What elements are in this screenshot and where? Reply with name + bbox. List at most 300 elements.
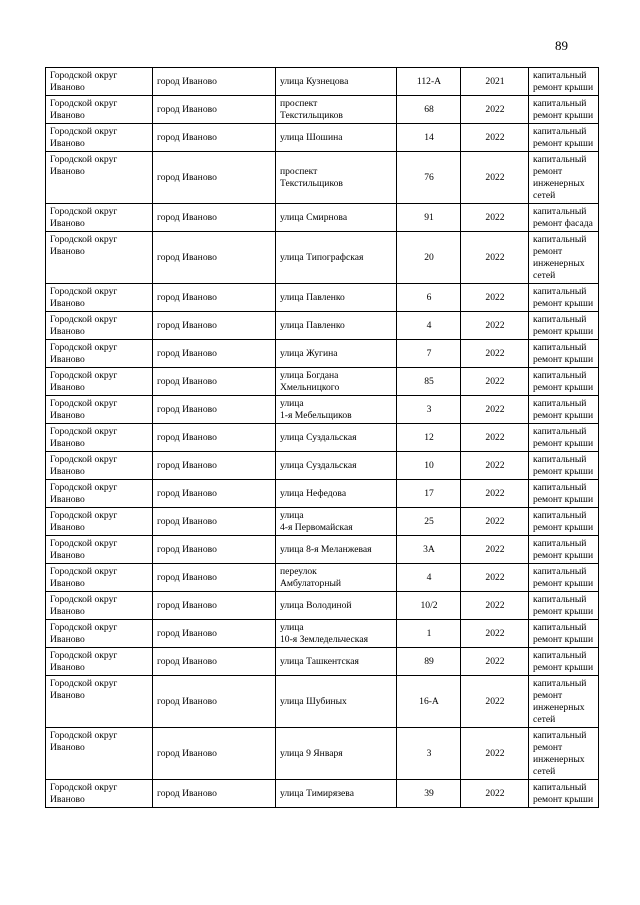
year-cell-text: 2022 [485, 460, 505, 471]
work-type-cell-text: капитальный ремонт крыши [533, 566, 594, 589]
street-cell-text: улица Тимирязева [280, 788, 354, 799]
work-type-cell [529, 424, 599, 452]
work-type-cell [529, 536, 599, 564]
municipality-cell-text: Городской округ Иваново [50, 622, 118, 645]
house-number-cell-text: 4 [426, 320, 432, 331]
table-row [46, 204, 599, 232]
year-cell [461, 152, 529, 204]
street-cell-text: улица Богдана Хмельницкого [280, 370, 340, 393]
municipality-cell-text: Городской округ Иваново [50, 342, 118, 365]
house-number-cell [397, 728, 461, 780]
municipality-cell-text: Городской округ Иваново [50, 782, 118, 805]
street-cell [276, 728, 397, 780]
settlement-cell [153, 312, 276, 340]
year-cell-text: 2021 [485, 76, 505, 87]
house-number-cell [397, 780, 461, 808]
work-type-cell [529, 124, 599, 152]
settlement-cell [153, 368, 276, 396]
work-type-cell-text: капитальный ремонт крыши [533, 314, 594, 337]
street-cell-text: проспект Текстильщиков [280, 166, 343, 189]
municipality-cell [46, 124, 153, 152]
year-cell-text: 2022 [485, 748, 505, 759]
work-type-cell [529, 368, 599, 396]
registry-table [45, 67, 599, 808]
year-cell-text: 2022 [485, 656, 505, 667]
year-cell [461, 648, 529, 676]
house-number-cell [397, 368, 461, 396]
house-number-cell-text: 85 [424, 376, 434, 387]
municipality-cell [46, 284, 153, 312]
municipality-cell [46, 452, 153, 480]
street-cell-text: улица Нефедова [280, 488, 347, 499]
street-cell [276, 676, 397, 728]
work-type-cell [529, 284, 599, 312]
municipality-cell [46, 480, 153, 508]
table-row [46, 648, 599, 676]
house-number-cell [397, 592, 461, 620]
settlement-cell [153, 536, 276, 564]
house-number-cell-text: 112-А [416, 76, 442, 87]
municipality-cell-text: Городской округ Иваново [50, 538, 118, 561]
work-type-cell [529, 648, 599, 676]
street-cell-text: улица Шошина [280, 132, 343, 143]
municipality-cell-text: Городской округ Иваново [50, 98, 118, 121]
settlement-cell-text: город Иваново [157, 172, 217, 183]
house-number-cell [397, 312, 461, 340]
municipality-cell [46, 96, 153, 124]
house-number-cell [397, 204, 461, 232]
settlement-cell [153, 232, 276, 284]
street-cell-text: улица Кузнецова [280, 76, 349, 87]
table-row [46, 780, 599, 808]
municipality-cell [46, 592, 153, 620]
house-number-cell [397, 152, 461, 204]
work-type-cell-text: капитальный ремонт крыши [533, 454, 594, 477]
year-cell [461, 728, 529, 780]
municipality-cell [46, 620, 153, 648]
year-cell [461, 396, 529, 424]
year-cell-text: 2022 [485, 572, 505, 583]
settlement-cell-text: город Иваново [157, 320, 217, 331]
year-cell [461, 124, 529, 152]
settlement-cell-text: город Иваново [157, 788, 217, 799]
settlement-cell-text: город Иваново [157, 292, 217, 303]
house-number-cell-text: 68 [424, 104, 434, 115]
year-cell [461, 68, 529, 96]
street-cell-text: улица Павленко [280, 320, 345, 331]
settlement-cell [153, 204, 276, 232]
year-cell-text: 2022 [485, 132, 505, 143]
settlement-cell-text: город Иваново [157, 104, 217, 115]
house-number-cell-text: 20 [424, 252, 434, 263]
settlement-cell-text: город Иваново [157, 132, 217, 143]
house-number-cell-text: 39 [424, 788, 434, 799]
municipality-cell-text: Городской округ Иваново [50, 678, 118, 701]
municipality-cell [46, 68, 153, 96]
street-cell-text: улица Типографская [280, 252, 364, 263]
street-cell [276, 152, 397, 204]
work-type-cell-text: капитальный ремонт фасада [533, 206, 593, 229]
house-number-cell [397, 676, 461, 728]
settlement-cell [153, 676, 276, 728]
house-number-cell [397, 508, 461, 536]
work-type-cell-text: капитальный ремонт крыши [533, 286, 594, 309]
street-cell-text: улица Шубиных [280, 696, 347, 707]
year-cell [461, 204, 529, 232]
work-type-cell-text: капитальный ремонт крыши [533, 426, 594, 449]
year-cell-text: 2022 [485, 544, 505, 555]
municipality-cell [46, 232, 153, 284]
settlement-cell-text: город Иваново [157, 656, 217, 667]
settlement-cell-text: город Иваново [157, 404, 217, 415]
house-number-cell-text: 3 [426, 748, 432, 759]
street-cell [276, 480, 397, 508]
year-cell-text: 2022 [485, 212, 505, 223]
year-cell-text: 2022 [485, 432, 505, 443]
work-type-cell [529, 152, 599, 204]
work-type-cell [529, 452, 599, 480]
work-type-cell [529, 232, 599, 284]
work-type-cell [529, 204, 599, 232]
year-cell [461, 592, 529, 620]
settlement-cell [153, 124, 276, 152]
year-cell-text: 2022 [485, 404, 505, 415]
settlement-cell [153, 396, 276, 424]
year-cell [461, 480, 529, 508]
table-row [46, 152, 599, 204]
street-cell [276, 368, 397, 396]
municipality-cell [46, 728, 153, 780]
year-cell-text: 2022 [485, 696, 505, 707]
municipality-cell [46, 152, 153, 204]
work-type-cell-text: капитальный ремонт инженерных сетей [533, 234, 587, 281]
year-cell-text: 2022 [485, 104, 505, 115]
year-cell [461, 96, 529, 124]
settlement-cell [153, 96, 276, 124]
work-type-cell-text: капитальный ремонт крыши [533, 510, 594, 533]
settlement-cell-text: город Иваново [157, 696, 217, 707]
house-number-cell-text: 25 [424, 516, 434, 527]
municipality-cell [46, 536, 153, 564]
street-cell-text: улица 1-я Мебельщиков [280, 398, 352, 421]
work-type-cell [529, 480, 599, 508]
table-row [46, 508, 599, 536]
table-row [46, 564, 599, 592]
house-number-cell-text: 6 [426, 292, 432, 303]
work-type-cell [529, 620, 599, 648]
work-type-cell-text: капитальный ремонт инженерных сетей [533, 154, 587, 201]
street-cell-text: переулок Амбулаторный [280, 566, 342, 589]
settlement-cell-text: город Иваново [157, 76, 217, 87]
year-cell [461, 340, 529, 368]
house-number-cell [397, 452, 461, 480]
municipality-cell-text: Городской округ Иваново [50, 234, 118, 257]
house-number-cell [397, 124, 461, 152]
table-row [46, 452, 599, 480]
municipality-cell [46, 508, 153, 536]
house-number-cell-text: 10/2 [420, 600, 438, 611]
house-number-cell [397, 424, 461, 452]
work-type-cell [529, 564, 599, 592]
page-number: 89 [555, 38, 568, 53]
street-cell [276, 204, 397, 232]
street-cell-text: улица Суздальская [280, 432, 357, 443]
street-cell [276, 340, 397, 368]
settlement-cell [153, 68, 276, 96]
municipality-cell-text: Городской округ Иваново [50, 70, 118, 93]
year-cell-text: 2022 [485, 600, 505, 611]
settlement-cell-text: город Иваново [157, 544, 217, 555]
work-type-cell-text: капитальный ремонт крыши [533, 782, 594, 805]
year-cell [461, 452, 529, 480]
house-number-cell-text: 10 [424, 460, 434, 471]
municipality-cell-text: Городской округ Иваново [50, 730, 118, 753]
year-cell [461, 676, 529, 728]
work-type-cell-text: капитальный ремонт крыши [533, 70, 594, 93]
settlement-cell-text: город Иваново [157, 628, 217, 639]
work-type-cell [529, 592, 599, 620]
year-cell [461, 620, 529, 648]
table-row [46, 620, 599, 648]
settlement-cell [153, 480, 276, 508]
street-cell-text: улица Павленко [280, 292, 345, 303]
municipality-cell-text: Городской округ Иваново [50, 650, 118, 673]
settlement-cell [153, 284, 276, 312]
work-type-cell-text: капитальный ремонт крыши [533, 370, 594, 393]
table-row [46, 396, 599, 424]
street-cell [276, 232, 397, 284]
street-cell [276, 424, 397, 452]
year-cell-text: 2022 [485, 320, 505, 331]
settlement-cell [153, 508, 276, 536]
street-cell-text: улица Володиной [280, 600, 352, 611]
settlement-cell-text: город Иваново [157, 572, 217, 583]
street-cell [276, 284, 397, 312]
settlement-cell-text: город Иваново [157, 376, 217, 387]
street-cell [276, 780, 397, 808]
work-type-cell [529, 780, 599, 808]
municipality-cell-text: Городской округ Иваново [50, 510, 118, 533]
settlement-cell [153, 620, 276, 648]
house-number-cell [397, 564, 461, 592]
settlement-cell-text: город Иваново [157, 432, 217, 443]
year-cell [461, 536, 529, 564]
settlement-cell [153, 152, 276, 204]
street-cell [276, 648, 397, 676]
municipality-cell-text: Городской округ Иваново [50, 398, 118, 421]
work-type-cell-text: капитальный ремонт крыши [533, 98, 594, 121]
settlement-cell [153, 452, 276, 480]
year-cell [461, 284, 529, 312]
house-number-cell-text: 76 [424, 172, 434, 183]
year-cell-text: 2022 [485, 348, 505, 359]
year-cell-text: 2022 [485, 516, 505, 527]
settlement-cell [153, 424, 276, 452]
table-row [46, 368, 599, 396]
municipality-cell-text: Городской округ Иваново [50, 426, 118, 449]
street-cell-text: проспект Текстильщиков [280, 98, 343, 121]
year-cell [461, 368, 529, 396]
work-type-cell [529, 312, 599, 340]
settlement-cell [153, 728, 276, 780]
table-row [46, 592, 599, 620]
table-row [46, 312, 599, 340]
street-cell [276, 452, 397, 480]
settlement-cell [153, 648, 276, 676]
work-type-cell-text: капитальный ремонт инженерных сетей [533, 730, 587, 777]
street-cell-text: улица Суздальская [280, 460, 357, 471]
house-number-cell [397, 232, 461, 284]
year-cell-text: 2022 [485, 488, 505, 499]
street-cell [276, 508, 397, 536]
work-type-cell [529, 508, 599, 536]
house-number-cell-text: 1 [426, 628, 432, 639]
settlement-cell-text: город Иваново [157, 460, 217, 471]
registry-table-body [46, 68, 599, 808]
settlement-cell [153, 340, 276, 368]
settlement-cell [153, 780, 276, 808]
settlement-cell-text: город Иваново [157, 516, 217, 527]
house-number-cell [397, 340, 461, 368]
municipality-cell-text: Городской округ Иваново [50, 126, 118, 149]
street-cell [276, 564, 397, 592]
settlement-cell-text: город Иваново [157, 488, 217, 499]
municipality-cell-text: Городской округ Иваново [50, 154, 118, 177]
street-cell [276, 96, 397, 124]
house-number-cell-text: 4 [426, 572, 432, 583]
year-cell-text: 2022 [485, 292, 505, 303]
work-type-cell-text: капитальный ремонт крыши [533, 342, 594, 365]
street-cell-text: улица 4-я Первомайская [280, 510, 353, 533]
house-number-cell-text: 3 [426, 404, 432, 415]
street-cell-text: улица 8-я Меланжевая [280, 544, 372, 555]
municipality-cell-text: Городской округ Иваново [50, 286, 118, 309]
house-number-cell [397, 68, 461, 96]
municipality-cell-text: Городской округ Иваново [50, 482, 118, 505]
settlement-cell [153, 592, 276, 620]
settlement-cell-text: город Иваново [157, 748, 217, 759]
municipality-cell-text: Городской округ Иваново [50, 314, 118, 337]
year-cell-text: 2022 [485, 376, 505, 387]
street-cell-text: улица Ташкентская [280, 656, 359, 667]
table-row [46, 68, 599, 96]
work-type-cell [529, 96, 599, 124]
table-row [46, 284, 599, 312]
municipality-cell-text: Городской округ Иваново [50, 370, 118, 393]
work-type-cell-text: капитальный ремонт крыши [533, 650, 594, 673]
work-type-cell-text: капитальный ремонт крыши [533, 398, 594, 421]
street-cell-text: улица 9 Января [280, 748, 343, 759]
work-type-cell-text: капитальный ремонт крыши [533, 482, 594, 505]
work-type-cell [529, 396, 599, 424]
year-cell [461, 312, 529, 340]
work-type-cell-text: капитальный ремонт крыши [533, 126, 594, 149]
street-cell [276, 536, 397, 564]
table-row [46, 96, 599, 124]
house-number-cell [397, 96, 461, 124]
municipality-cell [46, 676, 153, 728]
street-cell [276, 592, 397, 620]
municipality-cell [46, 780, 153, 808]
street-cell [276, 312, 397, 340]
municipality-cell [46, 368, 153, 396]
street-cell [276, 620, 397, 648]
municipality-cell [46, 340, 153, 368]
house-number-cell [397, 620, 461, 648]
year-cell-text: 2022 [485, 788, 505, 799]
house-number-cell [397, 284, 461, 312]
municipality-cell [46, 396, 153, 424]
work-type-cell-text: капитальный ремонт инженерных сетей [533, 678, 587, 725]
street-cell-text: улица Жугина [280, 348, 338, 359]
year-cell-text: 2022 [485, 172, 505, 183]
year-cell [461, 564, 529, 592]
year-cell [461, 508, 529, 536]
street-cell-text: улица 10-я Земледельческая [280, 622, 368, 645]
house-number-cell-text: 7 [426, 348, 432, 359]
house-number-cell [397, 396, 461, 424]
work-type-cell-text: капитальный ремонт крыши [533, 538, 594, 561]
work-type-cell [529, 68, 599, 96]
municipality-cell [46, 564, 153, 592]
street-cell [276, 396, 397, 424]
street-cell [276, 124, 397, 152]
municipality-cell [46, 312, 153, 340]
table-row [46, 232, 599, 284]
table-row [46, 728, 599, 780]
municipality-cell-text: Городской округ Иваново [50, 206, 118, 229]
house-number-cell-text: 16-А [419, 696, 439, 707]
settlement-cell-text: город Иваново [157, 212, 217, 223]
settlement-cell-text: город Иваново [157, 600, 217, 611]
table-row [46, 424, 599, 452]
table-row [46, 124, 599, 152]
house-number-cell-text: 3А [423, 544, 435, 555]
house-number-cell [397, 480, 461, 508]
street-cell [276, 68, 397, 96]
municipality-cell-text: Городской округ Иваново [50, 454, 118, 477]
settlement-cell [153, 564, 276, 592]
work-type-cell-text: капитальный ремонт крыши [533, 594, 594, 617]
house-number-cell-text: 91 [424, 212, 434, 223]
house-number-cell-text: 89 [424, 656, 434, 667]
street-cell-text: улица Смирнова [280, 212, 348, 223]
house-number-cell-text: 12 [424, 432, 434, 443]
year-cell [461, 424, 529, 452]
settlement-cell-text: город Иваново [157, 252, 217, 263]
house-number-cell-text: 17 [424, 488, 434, 499]
year-cell-text: 2022 [485, 628, 505, 639]
work-type-cell [529, 728, 599, 780]
municipality-cell-text: Городской округ Иваново [50, 594, 118, 617]
year-cell [461, 232, 529, 284]
municipality-cell-text: Городской округ Иваново [50, 566, 118, 589]
work-type-cell-text: капитальный ремонт крыши [533, 622, 594, 645]
settlement-cell-text: город Иваново [157, 348, 217, 359]
table-row [46, 480, 599, 508]
table-row [46, 536, 599, 564]
house-number-cell-text: 14 [424, 132, 434, 143]
municipality-cell [46, 204, 153, 232]
table-row [46, 340, 599, 368]
house-number-cell [397, 536, 461, 564]
municipality-cell [46, 424, 153, 452]
year-cell [461, 780, 529, 808]
year-cell-text: 2022 [485, 252, 505, 263]
municipality-cell [46, 648, 153, 676]
work-type-cell [529, 676, 599, 728]
table-row [46, 676, 599, 728]
